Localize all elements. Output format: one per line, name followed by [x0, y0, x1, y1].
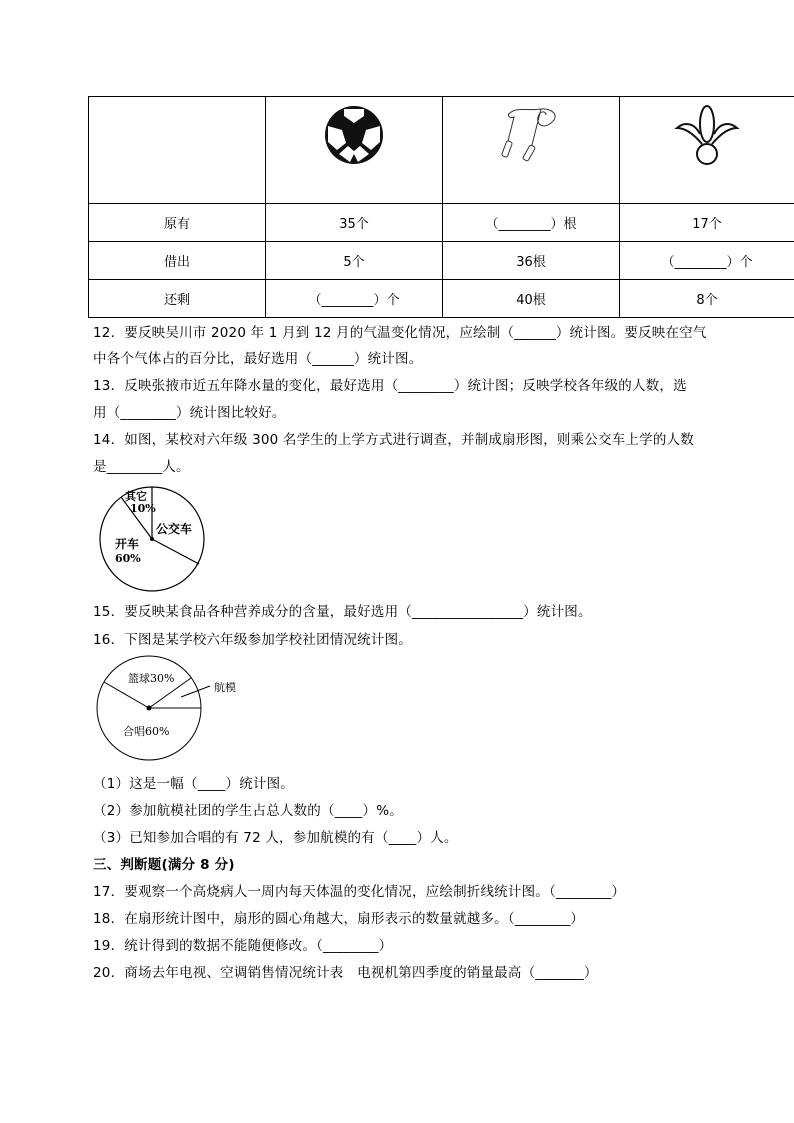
question-14-line1: 14．如图，某校对六年级 300 名学生的上学方式进行调查，并制成扇形图，则乘公交车上学的人数 — [93, 432, 694, 448]
table-cell: （________）根 — [443, 204, 620, 242]
row-label: 借出 — [89, 242, 266, 280]
question-12-line2: 中各个气体占的百分比，最好选用（______）统计图。 — [93, 351, 423, 367]
section-3-heading: 三、判断题(满分 8 分) — [93, 857, 235, 873]
table-cell: 40根 — [443, 280, 620, 318]
shuttlecock-cell — [620, 97, 794, 204]
pie2-model-label: 航模 — [214, 681, 236, 694]
table-cell: 5个 — [266, 242, 443, 280]
pie1-car-pct: 60% — [115, 552, 141, 565]
pie1-car-label: 开车 — [115, 537, 140, 551]
pie2-choir-label: 合唱60% — [123, 725, 170, 738]
pie1-other-pct: 10% — [130, 502, 156, 515]
question-17: 17．要观察一个高烧病人一周内每天体温的变化情况，应绘制折线统计图。（________） — [93, 884, 626, 900]
club-pie-chart — [94, 655, 264, 770]
inventory-table — [88, 96, 794, 318]
row-label: 还剩 — [89, 280, 266, 318]
table-cell: 17个 — [620, 204, 794, 242]
question-16-3: （3）已知参加合唱的有 72 人，参加航模的有（____）人。 — [93, 830, 458, 846]
question-16-2: （2）参加航模社团的学生占总人数的（____）%。 — [93, 803, 403, 819]
soccer-ball-cell — [266, 97, 443, 204]
row-label: 原有 — [89, 204, 266, 242]
commute-pie-chart — [95, 482, 210, 597]
pie1-other-label: 其它 — [125, 490, 147, 503]
table-cell: （________）个 — [266, 280, 443, 318]
table-cell: 36根 — [443, 242, 620, 280]
table-header-row — [89, 97, 794, 204]
question-20: 20．商场去年电视、空调销售情况统计表 电视机第四季度的销量最高（_______） — [93, 965, 598, 981]
pie1-bus-label: 公交车 — [156, 522, 193, 536]
question-13-line1: 13．反映张掖市近五年降水量的变化，最好选用（________）统计图；反映学校各年级的人数，选 — [93, 378, 687, 394]
question-16: 16．下图是某学校六年级参加学校社团情况统计图。 — [93, 632, 412, 648]
table-row — [89, 204, 794, 242]
question-15: 15．要反映某食品各种营养成分的含量，最好选用（________________）统计图。 — [93, 604, 592, 620]
soccer-ball-icon — [323, 104, 385, 166]
question-16-1: （1）这是一幅（____）统计图。 — [93, 776, 294, 792]
table-cell: （________）个 — [620, 242, 794, 280]
question-13-line2: 用（________）统计图比较好。 — [93, 405, 286, 421]
shuttlecock-icon — [674, 104, 740, 166]
jump-rope-icon — [496, 105, 566, 165]
table-cell: 35个 — [266, 204, 443, 242]
table-row — [89, 280, 794, 318]
empty-corner-cell — [89, 97, 266, 204]
question-12-line1: 12．要反映吴川市 2020 年 1 月到 12 月的气温变化情况，应绘制（______）统计图。要反映在空气 — [93, 325, 707, 341]
table-row — [89, 242, 794, 280]
table-cell: 8个 — [620, 280, 794, 318]
question-19: 19．统计得到的数据不能随便修改。（________） — [93, 938, 393, 954]
pie2-basketball-label: 篮球30% — [128, 672, 175, 685]
jump-rope-cell — [443, 97, 620, 204]
question-18: 18．在扇形统计图中，扇形的圆心角越大，扇形表示的数量就越多。（________） — [93, 911, 585, 927]
question-14-line2: 是________人。 — [93, 459, 190, 475]
